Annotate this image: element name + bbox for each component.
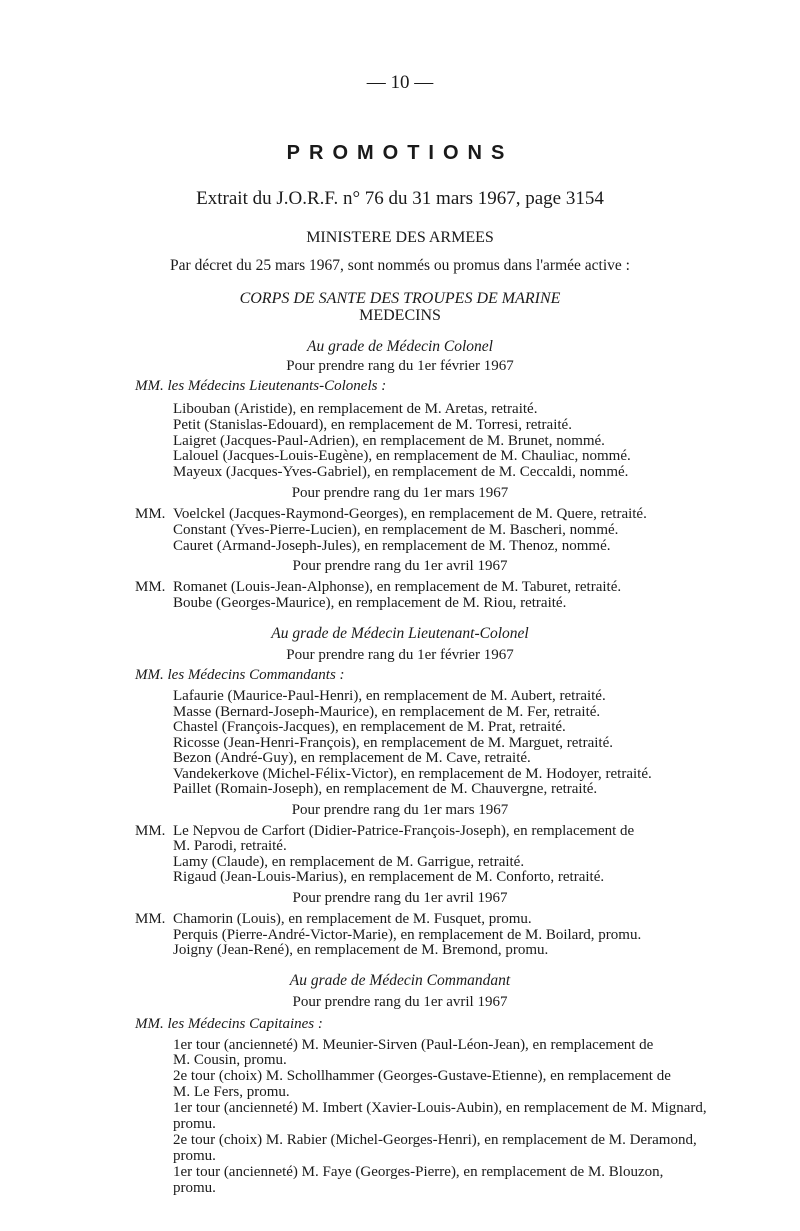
list-item: Romanet (Louis-Jean-Alphonse), en remplacement de M. Taburet, retraité.	[173, 579, 622, 595]
grade-heading: Au grade de Médecin Colonel	[307, 338, 493, 355]
mm-label: MM.	[135, 506, 166, 522]
list-item: 2e tour (choix) M. Schollhammer (Georges-Gustave-Etienne), en remplacement de	[173, 1068, 671, 1084]
list-item: Rigaud (Jean-Louis-Marius), en remplacement de M. Conforto, retraité.	[173, 869, 605, 885]
mm-label: MM.	[135, 823, 166, 839]
list-item: 1er tour (ancienneté) M. Imbert (Xavier-Louis-Aubin), en remplacement de M. Mignard,	[173, 1100, 707, 1116]
subcorps-heading: MEDECINS	[359, 307, 441, 324]
rank-line: Pour prendre rang du 1er mars 1967	[291, 802, 509, 818]
mm-heading: MM. les Médecins Commandants :	[135, 667, 345, 683]
corps-heading: CORPS DE SANTE DES TROUPES DE MARINE	[239, 290, 561, 307]
list-item: Constant (Yves-Pierre-Lucien), en remplacement de M. Bascheri, nommé.	[173, 522, 619, 538]
list-item: Mayeux (Jacques-Yves-Gabriel), en remplacement de M. Ceccaldi, nommé.	[173, 464, 629, 480]
list-item: 1er tour (ancienneté) M. Meunier-Sirven (Paul-Léon-Jean), en remplacement de	[173, 1037, 654, 1053]
list-item: 2e tour (choix) M. Rabier (Michel-Georges-Henri), en remplacement de M. Deramond,	[173, 1132, 697, 1148]
list-item: Cauret (Armand-Joseph-Jules), en remplacement de M. Thenoz, nommé.	[173, 538, 611, 554]
list-item: Voelckel (Jacques-Raymond-Georges), en remplacement de M. Quere, retraité.	[173, 506, 647, 522]
list-item: M. Le Fers, promu.	[173, 1084, 290, 1100]
list-item: M. Cousin, promu.	[173, 1052, 287, 1068]
list-item: Chastel (François-Jacques), en remplacement de M. Prat, retraité.	[173, 719, 566, 735]
rank-line: Pour prendre rang du 1er avril 1967	[292, 558, 508, 574]
list-item: Lafaurie (Maurice-Paul-Henri), en remplacement de M. Aubert, retraité.	[173, 688, 606, 704]
rank-line: Pour prendre rang du 1er avril 1967	[292, 890, 508, 906]
list-item: Paillet (Romain-Joseph), en remplacement de M. Chauvergne, retraité.	[173, 781, 598, 797]
list-item: Lalouel (Jacques-Louis-Eugène), en remplacement de M. Chauliac, nommé.	[173, 448, 631, 464]
list-item: Libouban (Aristide), en remplacement de M. Aretas, retraité.	[173, 401, 538, 417]
list-item: Chamorin (Louis), en remplacement de M. Fusquet, promu.	[173, 911, 532, 927]
rank-line: Pour prendre rang du 1er février 1967	[286, 358, 514, 374]
ministry-heading: MINISTERE DES ARMEES	[306, 229, 494, 246]
rank-line: Pour prendre rang du 1er mars 1967	[291, 485, 509, 501]
decree-line: Par décret du 25 mars 1967, sont nommés ou promus dans l'armée active :	[170, 257, 630, 274]
page-title: PROMOTIONS	[286, 142, 514, 164]
list-item: M. Parodi, retraité.	[173, 838, 287, 854]
mm-heading: MM. les Médecins Capitaines :	[135, 1016, 323, 1032]
mm-heading: MM. les Médecins Lieutenants-Colonels :	[135, 378, 387, 394]
list-item: Vandekerkove (Michel-Félix-Victor), en remplacement de M. Hodoyer, retraité.	[173, 766, 652, 782]
list-item: Laigret (Jacques-Paul-Adrien), en remplacement de M. Brunet, nommé.	[173, 433, 605, 449]
list-item: Ricosse (Jean-Henri-François), en remplacement de M. Marguet, retraité.	[173, 735, 613, 751]
list-item: Masse (Bernard-Joseph-Maurice), en remplacement de M. Fer, retraité.	[173, 704, 601, 720]
rank-line: Pour prendre rang du 1er avril 1967	[292, 994, 508, 1010]
list-item: promu.	[173, 1116, 216, 1132]
mm-label: MM.	[135, 911, 166, 927]
list-item: Bezon (André-Guy), en remplacement de M. Cave, retraité.	[173, 750, 531, 766]
list-item: promu.	[173, 1180, 216, 1196]
list-item: Lamy (Claude), en remplacement de M. Garrigue, retraité.	[173, 854, 525, 870]
grade-heading: Au grade de Médecin Lieutenant-Colonel	[271, 625, 529, 642]
list-item: Joigny (Jean-René), en remplacement de M. Bremond, promu.	[173, 942, 549, 958]
list-item: Le Nepvou de Carfort (Didier-Patrice-François-Joseph), en remplacement de	[173, 823, 635, 839]
page-number: — 10 —	[366, 72, 434, 93]
mm-label: MM.	[135, 579, 166, 595]
list-item: promu.	[173, 1148, 216, 1164]
list-item: Boube (Georges-Maurice), en remplacement de M. Riou, retraité.	[173, 595, 567, 611]
extract-line: Extrait du J.O.R.F. n° 76 du 31 mars 1967, page 3154	[196, 188, 604, 209]
rank-line: Pour prendre rang du 1er février 1967	[286, 647, 514, 663]
list-item: Perquis (Pierre-André-Victor-Marie), en remplacement de M. Boilard, promu.	[173, 927, 642, 943]
grade-heading: Au grade de Médecin Commandant	[289, 972, 511, 989]
list-item: Petit (Stanislas-Edouard), en remplacement de M. Torresi, retraité.	[173, 417, 572, 433]
list-item: 1er tour (ancienneté) M. Faye (Georges-Pierre), en remplacement de M. Blouzon,	[173, 1164, 664, 1180]
